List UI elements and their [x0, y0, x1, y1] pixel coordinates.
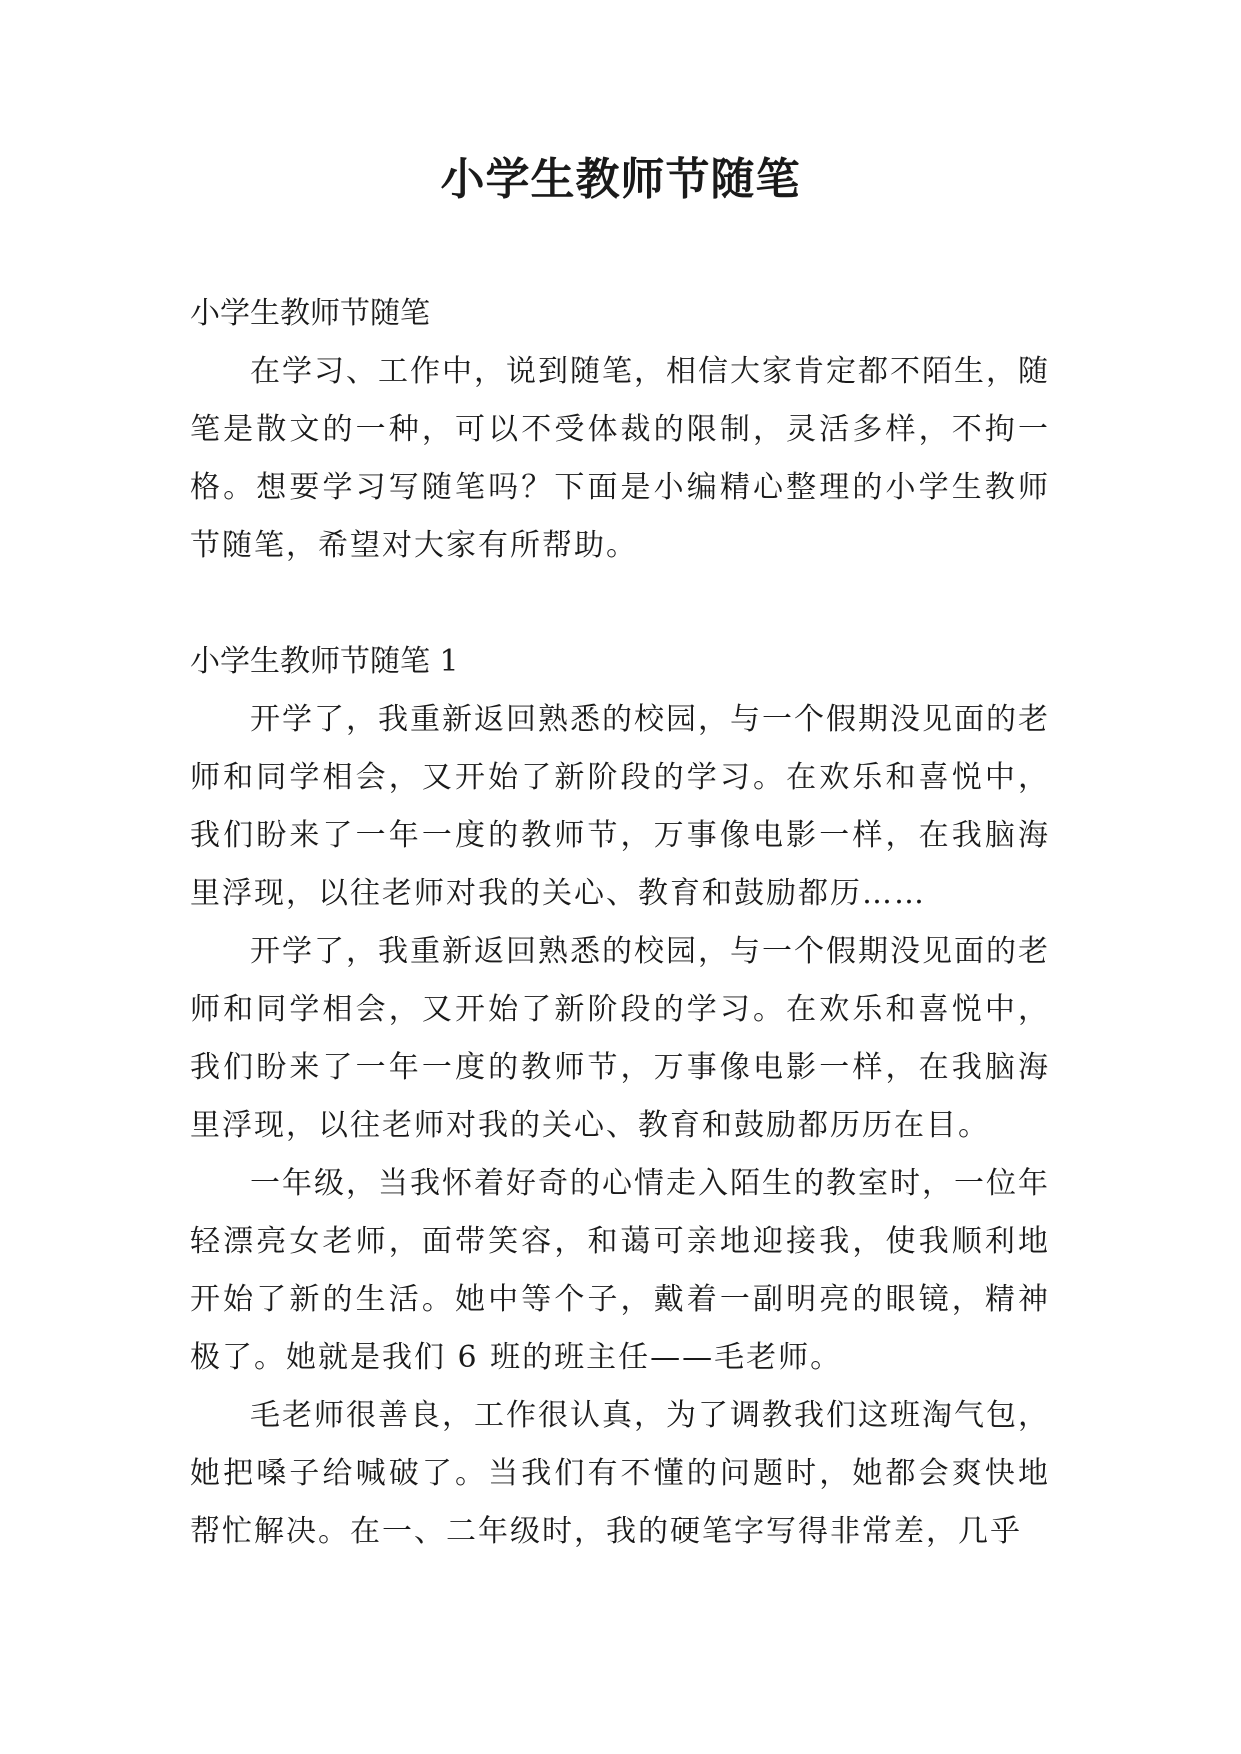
intro-paragraph: 在学习、工作中，说到随笔，相信大家肯定都不陌生，随笔是散文的一种，可以不受体裁的限制，灵活多样，不拘一格。想要学习写随笔吗？下面是小编精心整理的小学生教师节随笔，希望对大家有所帮助。 — [190, 354, 1050, 563]
section-1-paragraph-3: 一年级，当我怀着好奇的心情走入陌生的教室时，一位年轻漂亮女老师，面带笑容，和蔼可亲地迎接我，使我顺利地开始了新的生活。她中等个子，戴着一副明亮的眼镜，精神极了。她就是我们 6 班的班主任——毛老师。 — [190, 1166, 1050, 1375]
section-1-heading: 小学生教师节随笔 1 — [190, 644, 459, 679]
document-title: 小学生教师节随笔 — [440, 154, 801, 205]
document-body — [190, 285, 1050, 1561]
intro-heading: 小学生教师节随笔 — [190, 296, 430, 331]
section-1-paragraph-2: 开学了，我重新返回熟悉的校园，与一个假期没见面的老师和同学相会，又开始了新阶段的学习。在欢乐和喜悦中，我们盼来了一年一度的教师节，万事像电影一样，在我脑海里浮现，以往老师对我的关心、教育和鼓励都历历在目。 — [190, 934, 1050, 1143]
section-1-paragraph-4: 毛老师很善良，工作很认真，为了调教我们这班淘气包，她把嗓子给喊破了。当我们有不懂的问题时，她都会爽快地帮忙解决。在一、二年级时，我的硬笔字写得非常差，几乎 — [190, 1398, 1050, 1549]
section-spacer — [190, 575, 1050, 633]
section-1-paragraph-1: 开学了，我重新返回熟悉的校园，与一个假期没见面的老师和同学相会，又开始了新阶段的学习。在欢乐和喜悦中，我们盼来了一年一度的教师节，万事像电影一样，在我脑海里浮现，以往老师对我的关心、教育和鼓励都历…… — [190, 702, 1050, 911]
